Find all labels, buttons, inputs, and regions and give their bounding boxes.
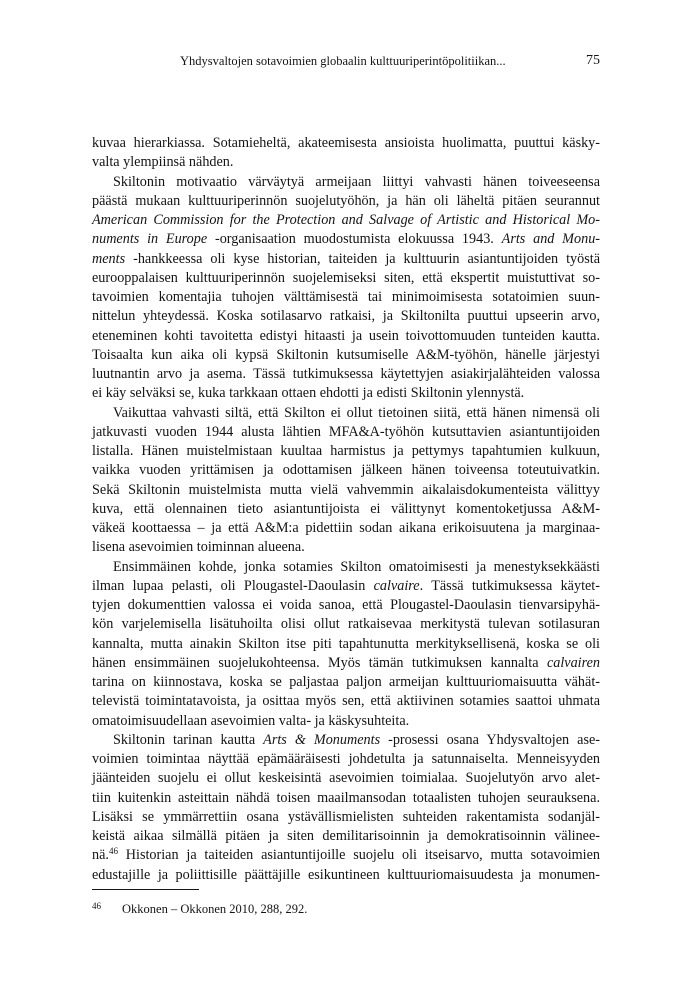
footnote-number: 46 bbox=[92, 901, 101, 911]
text-line bbox=[92, 866, 600, 885]
italic-text: Arts and Monu- bbox=[501, 231, 601, 248]
text-line bbox=[92, 423, 600, 442]
text-segment: valta ylempiinsä nähden. bbox=[92, 154, 234, 171]
footnote-reference: 46 bbox=[108, 846, 118, 857]
text-segment: nä. bbox=[92, 847, 109, 864]
text-segment: . Tässä tutkimuksessa käytet- bbox=[419, 577, 600, 594]
text-segment: eurooppalaisen kulttuuriperinnön suojelemiseksi siten, että ekspertit muistuttivat so- bbox=[92, 269, 600, 286]
text-line bbox=[92, 827, 600, 846]
text-segment: Sekä Skiltonin muistelmista mutta vielä vahvemmin aikalaisdokumenteista välittyy bbox=[92, 481, 600, 498]
text-line bbox=[92, 635, 600, 654]
running-title: Yhdysvaltojen sotavoimien globaalin kulttuuriperintöpolitiikan... bbox=[180, 54, 506, 68]
text-segment: eteneminen kohti tavoitetta edistyi hitaasti ja usein toivottomuuden tunteiden kautta. bbox=[92, 327, 600, 344]
text-segment: tyjen dokumenttien valossa ei voida sanoa, että Plougastel-Daoulasin tienvarsipyhä- bbox=[92, 597, 600, 613]
footnote-divider bbox=[92, 889, 199, 890]
text-line bbox=[92, 750, 600, 769]
text-segment: kön varjelemisella lisätuhoilta olisi ollut ratkaisevaa merkitystä tulevan sotilasuran bbox=[92, 616, 600, 633]
text-line bbox=[92, 500, 600, 519]
text-segment: -organisaation muodostumista elokuussa 1943. bbox=[207, 231, 502, 248]
text-line bbox=[92, 365, 600, 384]
footnote-text: Okkonen – Okkonen 2010, 288, 292. bbox=[122, 902, 308, 916]
text-segment: televistä toimintatavoista, ja osittaa myös sen, että aktiivinen sotamies saattoi uhmata bbox=[92, 693, 600, 710]
text-line bbox=[92, 404, 600, 423]
text-segment: kannalta, mutta ainakin Skilton itse piti tapahtunutta merkityksellisenä, koska se oli bbox=[92, 635, 600, 652]
text-line bbox=[92, 442, 600, 461]
footnote bbox=[92, 898, 600, 917]
text-line bbox=[92, 712, 600, 731]
italic-text: American Commission for the Protection and Salvage of Artistic and Historical Mo- bbox=[92, 212, 600, 228]
text-segment: -hankkeessa oli kyse historian, taiteiden ja kulttuurin asiantuntijoiden työstä bbox=[125, 250, 600, 267]
text-segment: Vaikuttaa vahvasti siltä, että Skilton ei ollut tietoinen siitä, että hänen nimensä oli bbox=[113, 404, 600, 421]
text-line bbox=[92, 269, 600, 288]
text-segment: voimien toimintaa näyttää epämääräisesti johdetulta ja satunnaiselta. Menneisyyden bbox=[92, 751, 600, 767]
text-segment: keistä aikaa silmällä pitäen ja siten demilitarisoinnin ja demokratisoinnin välinee- bbox=[92, 828, 600, 844]
text-line bbox=[92, 134, 600, 153]
text-segment: Historian ja taiteiden asiantuntijoille suojelu oli itseisarvo, mutta sotavoimien bbox=[117, 847, 600, 864]
text-line bbox=[92, 731, 600, 750]
text-segment: hänen ensimmäinen suojelukohteensa. Myös tämän tutkimuksen kannalta bbox=[92, 654, 547, 671]
text-line bbox=[92, 327, 600, 346]
text-line bbox=[92, 461, 600, 480]
text-line bbox=[92, 173, 600, 192]
text-segment: Lisäksi se ymmärrettiin osana ystävällismielisten suhteiden rakentamista sodanjäl- bbox=[92, 808, 600, 825]
text-line bbox=[92, 211, 600, 230]
text-line bbox=[92, 519, 600, 538]
text-line bbox=[92, 577, 600, 596]
text-segment: ei käy selväksi se, kuka tarkkaan ottaen ehdotti ja edisti Skiltonin ylennystä. bbox=[92, 385, 525, 402]
text-segment: vaikka vuoden yrittämisen ja odottamisen jälkeen hänen toiveensa toteutuivatkin. bbox=[92, 462, 600, 479]
text-segment: -prosessi osana Yhdysvaltojen ase- bbox=[380, 731, 600, 748]
text-line bbox=[92, 615, 600, 634]
text-line bbox=[92, 230, 600, 249]
text-line bbox=[92, 596, 600, 615]
text-segment: Ensimmäinen kohde, jonka sotamies Skilton omatoimisesti ja menestyksekkäästi bbox=[113, 558, 600, 575]
text-segment: edustajille ja poliittisille päättäjille esikuntineen kulttuuriomaisuudesta ja monumen- bbox=[92, 866, 600, 883]
text-line bbox=[92, 250, 600, 269]
text-segment: tarina on kiinnostava, koska se paljastaa paljon armeijan kulttuuriomaisuutta vähät- bbox=[92, 674, 600, 690]
text-line bbox=[92, 288, 600, 307]
text-segment: kuvaa hierarkiassa. Sotamieheltä, akateemisesta ansioista huolimatta, puuttui käsky- bbox=[92, 135, 600, 151]
text-line bbox=[92, 384, 600, 403]
text-segment: jatkuvasti vuoden 1944 alusta lähtien MFA&A-työhön kutsuttavien asiantuntijoiden bbox=[92, 423, 600, 440]
text-segment: ilman lupaa pelasti, oli Plougastel-Daoulasin bbox=[92, 577, 374, 594]
text-segment: Skiltonin motivaatio värväytyä armeijaan liittyi vahvasti hänen toiveeseensa bbox=[113, 173, 600, 190]
text-segment: omatoimisuudellaan asevoimien valta- ja käskysuhteita. bbox=[92, 712, 410, 729]
text-segment: jäänteiden suojelu ei ollut keskeisintä asevoimien toimialaa. Suojelutyön arvo alet- bbox=[92, 770, 600, 787]
text-line bbox=[92, 673, 600, 692]
italic-text: Arts & Monuments bbox=[263, 731, 381, 748]
text-segment: listalla. Hänen muistelmistaan kuultaa harmistus ja pettymys tapahtumien kulkuun, bbox=[92, 443, 600, 459]
text-line bbox=[92, 153, 600, 172]
text-line bbox=[92, 769, 600, 788]
text-segment: nittelun yhteydessä. Koska sotilasarvo ratkaisi, ja Skiltonilta puuttui upseerin arvo, bbox=[92, 308, 600, 325]
text-line bbox=[92, 846, 600, 865]
italic-text: calvaire bbox=[373, 577, 420, 594]
text-line bbox=[92, 192, 600, 211]
text-line bbox=[92, 654, 600, 673]
page-number: 75 bbox=[586, 53, 600, 68]
text-segment: tavoimien komentajia tuhojen välttämisestä tai minimoimisesta sotatoimien suun- bbox=[92, 289, 600, 305]
italic-text: calvairen bbox=[546, 654, 600, 671]
text-line bbox=[92, 789, 600, 808]
text-line bbox=[92, 558, 600, 577]
text-segment: päästä mukaan kulttuuriperinnön suojelutyöhön, ja hän oli läheltä pitäen seurannut bbox=[92, 192, 600, 209]
text-segment: tiin kuitenkin asteittain nähdä toisen maailmansodan totaalisten tuhojen seurauksena. bbox=[92, 789, 600, 806]
text-line bbox=[92, 481, 600, 500]
text-line bbox=[92, 346, 600, 365]
italic-text: ments bbox=[92, 250, 126, 267]
text-segment: Toisaalta kun aika oli kypsä Skiltonin kutsumiselle A&M-työhön, hänelle järjestyi bbox=[92, 346, 600, 363]
text-segment: väkeä koottaessa – ja että A&M:a pidettiin sodan aikana erikoisuutena ja marginaa- bbox=[92, 520, 600, 536]
text-line bbox=[92, 692, 600, 711]
text-segment: luutnantin arvo ja asema. Tässä tutkimuksessa käytettyjen asiakirjalähteiden valossa bbox=[92, 366, 600, 382]
text-line bbox=[92, 538, 600, 557]
text-segment: Skiltonin tarinan kautta bbox=[113, 731, 264, 748]
text-segment: kuva, että olennainen tieto asiantuntijoista ei välittynyt komentoketjussa A&M- bbox=[92, 500, 600, 517]
text-line bbox=[92, 307, 600, 326]
body-text bbox=[92, 134, 600, 885]
text-segment: lisena asevoimien toiminnan alueena. bbox=[92, 539, 305, 556]
text-line bbox=[92, 808, 600, 827]
italic-text: numents in Europe bbox=[92, 231, 208, 248]
